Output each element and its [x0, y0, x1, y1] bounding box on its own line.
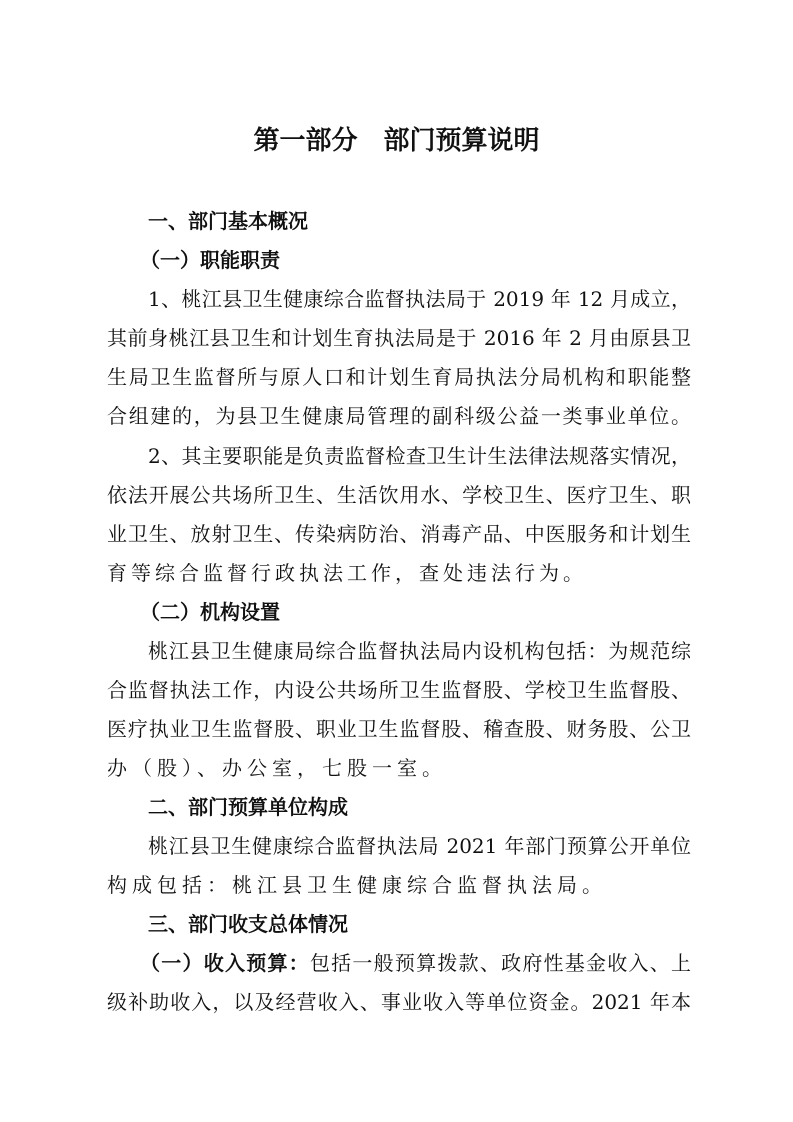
- paragraph-line: [140, 950, 691, 976]
- paragraph-line: 医疗执业卫生监督股、职业卫生监督股、稽查股、财务股、公卫: [107, 717, 691, 741]
- paragraph-line: 其前身桃江县卫生和计划生育执法局是于 2016 年 2 月由原县卫: [107, 326, 691, 350]
- paragraph-line: 合监督执法工作，内设公共场所卫生监督股、学校卫生监督股、: [107, 678, 691, 702]
- paragraph-line: 办（股）、办公室，七股一室。: [107, 756, 447, 780]
- paragraph-line: 育等综合监督行政执法工作，查处违法行为。: [107, 561, 587, 585]
- paragraph-line: 合组建的，为县卫生健康局管理的副科级公益一类事业单位。: [107, 404, 691, 428]
- paragraph-text: 包括一般预算拨款、政府性基金收入、上: [309, 951, 692, 975]
- subsection-duties-heading: （一）职能职责: [140, 248, 280, 272]
- paragraph-line: 构成包括：桃江县卫生健康综合监督执法局。: [107, 873, 607, 897]
- income-budget-label: （一）收入预算：: [140, 951, 310, 975]
- section-3-heading: 三、部门收支总体情况: [148, 912, 348, 936]
- paragraph-line: 业卫生、放射卫生、传染病防治、消毒产品、中医服务和计划生: [107, 522, 691, 546]
- section-2-heading: 二、部门预算单位构成: [148, 795, 348, 819]
- paragraph-line: 2、其主要职能是负责监督检查卫生计生法律法规落实情况，: [148, 444, 691, 468]
- paragraph-line: 桃江县卫生健康局综合监督执法局内设机构包括：为规范综: [148, 639, 691, 663]
- paragraph-line: 生局卫生监督所与原人口和计划生育局执法分局机构和职能整: [107, 365, 691, 389]
- subsection-structure-heading: （二）机构设置: [140, 600, 280, 624]
- paragraph-line: 依法开展公共场所卫生、生活饮用水、学校卫生、医疗卫生、职: [107, 483, 691, 507]
- page-title: 第一部分 部门预算说明: [253, 126, 540, 156]
- paragraph-line: 1、桃江县卫生健康综合监督执法局于 2019 年 12 月成立，: [148, 287, 691, 311]
- paragraph-line: 桃江县卫生健康综合监督执法局 2021 年部门预算公开单位: [148, 834, 691, 858]
- section-1-heading: 一、部门基本概况: [148, 209, 308, 233]
- paragraph-line: 级补助收入，以及经营收入、事业收入等单位资金。2021 年本: [107, 990, 691, 1014]
